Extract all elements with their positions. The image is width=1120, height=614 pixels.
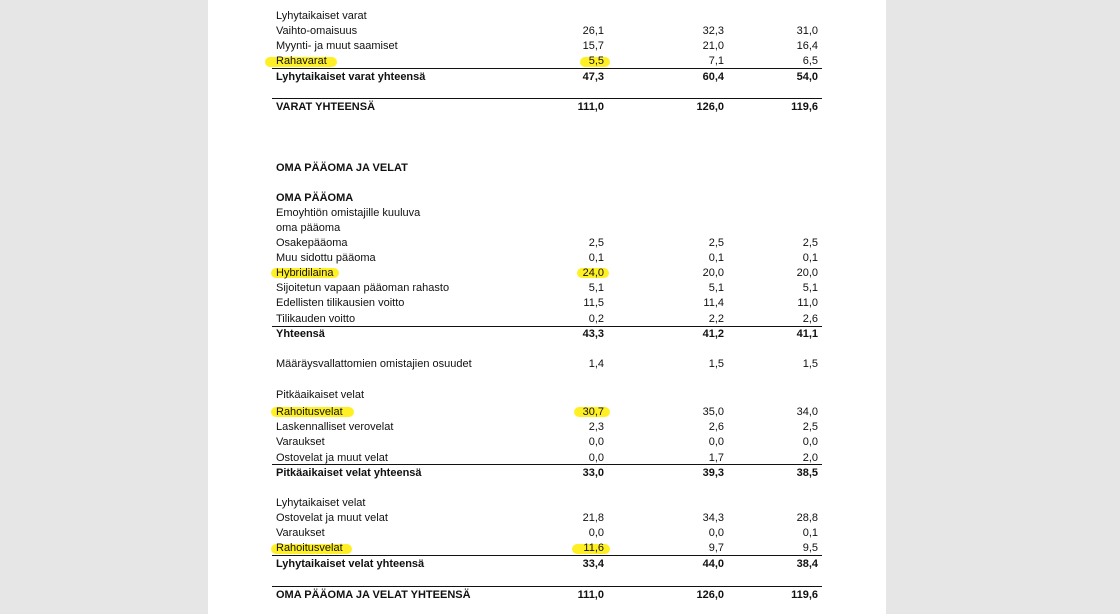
row-label: Vaihto-omaisuus [276,25,358,37]
value-col2: 32,3 [702,25,724,37]
value-col3: 0,1 [802,252,818,264]
parent-equity-line2: oma pääoma [276,222,341,234]
table-row [276,435,822,450]
value-col3: 9,5 [802,542,818,554]
subheading [276,221,822,236]
value-col1: 111,0 [577,589,604,601]
current-assets-heading: Lyhytaikaiset varat [276,10,367,22]
value-col1: 11,6 [583,542,604,554]
value-col3: 6,5 [802,55,818,67]
row-label: Tilikauden voitto [276,313,356,325]
noncurrent-heading: Pitkäaikaiset velat [276,389,365,401]
table-row [276,24,822,39]
row-label: Laskennalliset verovelat [276,421,394,433]
table-row [276,251,822,266]
table-row [276,39,822,54]
value-col1: 0,0 [588,452,604,464]
row-label: OMA PÄÄOMA JA VELAT YHTEENSÄ [276,589,471,601]
value-col2: 34,3 [702,512,724,524]
value-col3: 1,5 [802,358,818,370]
value-col1: 0,1 [588,252,604,264]
value-col3: 16,4 [796,40,818,52]
table-row [276,296,822,311]
value-col3: 54,0 [796,71,818,83]
value-col2: 44,0 [702,558,724,570]
value-col2: 11,4 [703,297,724,309]
value-col2: 0,0 [708,436,724,448]
value-col2: 0,1 [708,252,724,264]
value-col2: 1,7 [708,452,724,464]
value-col1: 24,0 [582,267,604,279]
table-row [276,526,822,541]
value-col1: 1,4 [588,358,604,370]
row-label: Varaukset [276,527,325,539]
value-col1: 2,3 [588,421,604,433]
row-label: Rahoitusvelat [276,406,343,418]
row-label: Varaukset [276,436,325,448]
table-row [276,511,822,526]
value-col2: 7,1 [708,55,724,67]
value-col2: 39,3 [702,467,724,479]
value-col1: 33,4 [582,558,604,570]
value-col2: 41,2 [702,328,724,340]
table-row [276,236,822,251]
value-col2: 20,0 [702,267,724,279]
value-col1: 26,1 [582,25,604,37]
row-label: Pitkäaikaiset velat yhteensä [276,467,422,479]
value-col3: 28,8 [796,512,818,524]
divider [272,98,822,99]
value-col2: 0,0 [708,527,724,539]
value-col3: 11,0 [797,297,818,309]
row-label: Määräysvallattomien omistajien osuudet [276,358,472,370]
value-col3: 2,0 [802,452,818,464]
row-label: VARAT YHTEENSÄ [276,101,376,113]
value-col3: 0,1 [802,527,818,539]
divider [272,555,822,556]
value-col2: 2,2 [708,313,724,325]
row-label: Ostovelat ja muut velat [276,512,388,524]
table-row [276,281,822,296]
value-col1: 5,5 [588,55,604,67]
value-col3: 2,5 [802,421,818,433]
value-col2: 126,0 [696,589,724,601]
table-row [276,357,822,372]
total-row [276,100,822,115]
subheading [276,496,822,511]
divider [272,586,822,587]
value-col2: 126,0 [696,101,724,113]
row-label: Hybridilaina [276,267,334,279]
value-col1: 11,5 [583,297,604,309]
row-label: Rahoitusvelat [276,542,343,554]
row-label: Rahavarat [276,55,327,67]
total-row [276,327,822,342]
value-col1: 5,1 [588,282,604,294]
subheading [276,206,822,221]
value-col1: 33,0 [582,467,604,479]
equity-liabilities-heading: OMA PÄÄOMA JA VELAT [276,162,408,174]
current-liab-heading: Lyhytaikaiset velat [276,497,366,509]
subheading [276,388,822,403]
row-label: Lyhytaikaiset velat yhteensä [276,558,425,570]
total-row [276,557,822,572]
section-heading [276,161,822,176]
total-row [276,70,822,85]
value-col2: 9,7 [708,542,724,554]
value-col3: 119,6 [791,589,818,601]
table-row [276,405,822,420]
value-col1: 21,8 [582,512,604,524]
row-label: Muu sidottu pääoma [276,252,376,264]
value-col1: 0,0 [588,527,604,539]
divider [272,68,822,69]
value-col2: 2,5 [708,237,724,249]
value-col3: 5,1 [802,282,818,294]
value-col3: 38,4 [796,558,818,570]
parent-equity-line1: Emoyhtiön omistajille kuuluva [276,207,421,219]
table-row [276,541,822,556]
value-col1: 47,3 [582,71,604,83]
total-row [276,466,822,481]
row-label: Osakepääoma [276,237,348,249]
value-col2: 5,1 [708,282,724,294]
row-label: Sijoitetun vapaan pääoman rahasto [276,282,450,294]
value-col2: 60,4 [702,71,724,83]
value-col1: 0,2 [588,313,604,325]
total-row [276,588,822,603]
table-row [276,266,822,281]
value-col3: 2,5 [802,237,818,249]
divider [272,464,822,465]
value-col3: 31,0 [796,25,818,37]
value-col1: 15,7 [582,40,604,52]
table-row [276,420,822,435]
table-row [276,54,822,69]
value-col3: 38,5 [796,467,818,479]
value-col2: 2,6 [708,421,724,433]
value-col1: 43,3 [582,328,604,340]
row-label: Yhteensä [276,328,325,340]
value-col2: 1,5 [708,358,724,370]
value-col3: 119,6 [791,101,818,113]
value-col3: 41,1 [796,328,818,340]
equity-heading: OMA PÄÄOMA [276,192,354,204]
value-col1: 111,0 [577,101,604,113]
row-label: Ostovelat ja muut velat [276,452,388,464]
value-col1: 0,0 [588,436,604,448]
value-col3: 34,0 [796,406,818,418]
value-col2: 35,0 [702,406,724,418]
value-col3: 2,6 [802,313,818,325]
value-col1: 2,5 [588,237,604,249]
value-col3: 0,0 [802,436,818,448]
row-label: Lyhytaikaiset varat yhteensä [276,71,426,83]
value-col1: 30,7 [582,406,604,418]
value-col3: 20,0 [796,267,818,279]
row-label: Myynti- ja muut saamiset [276,40,398,52]
value-col2: 21,0 [702,40,724,52]
table-row [276,312,822,327]
row-label: Edellisten tilikausien voitto [276,297,405,309]
section-heading [276,191,822,206]
section-heading [276,9,822,24]
